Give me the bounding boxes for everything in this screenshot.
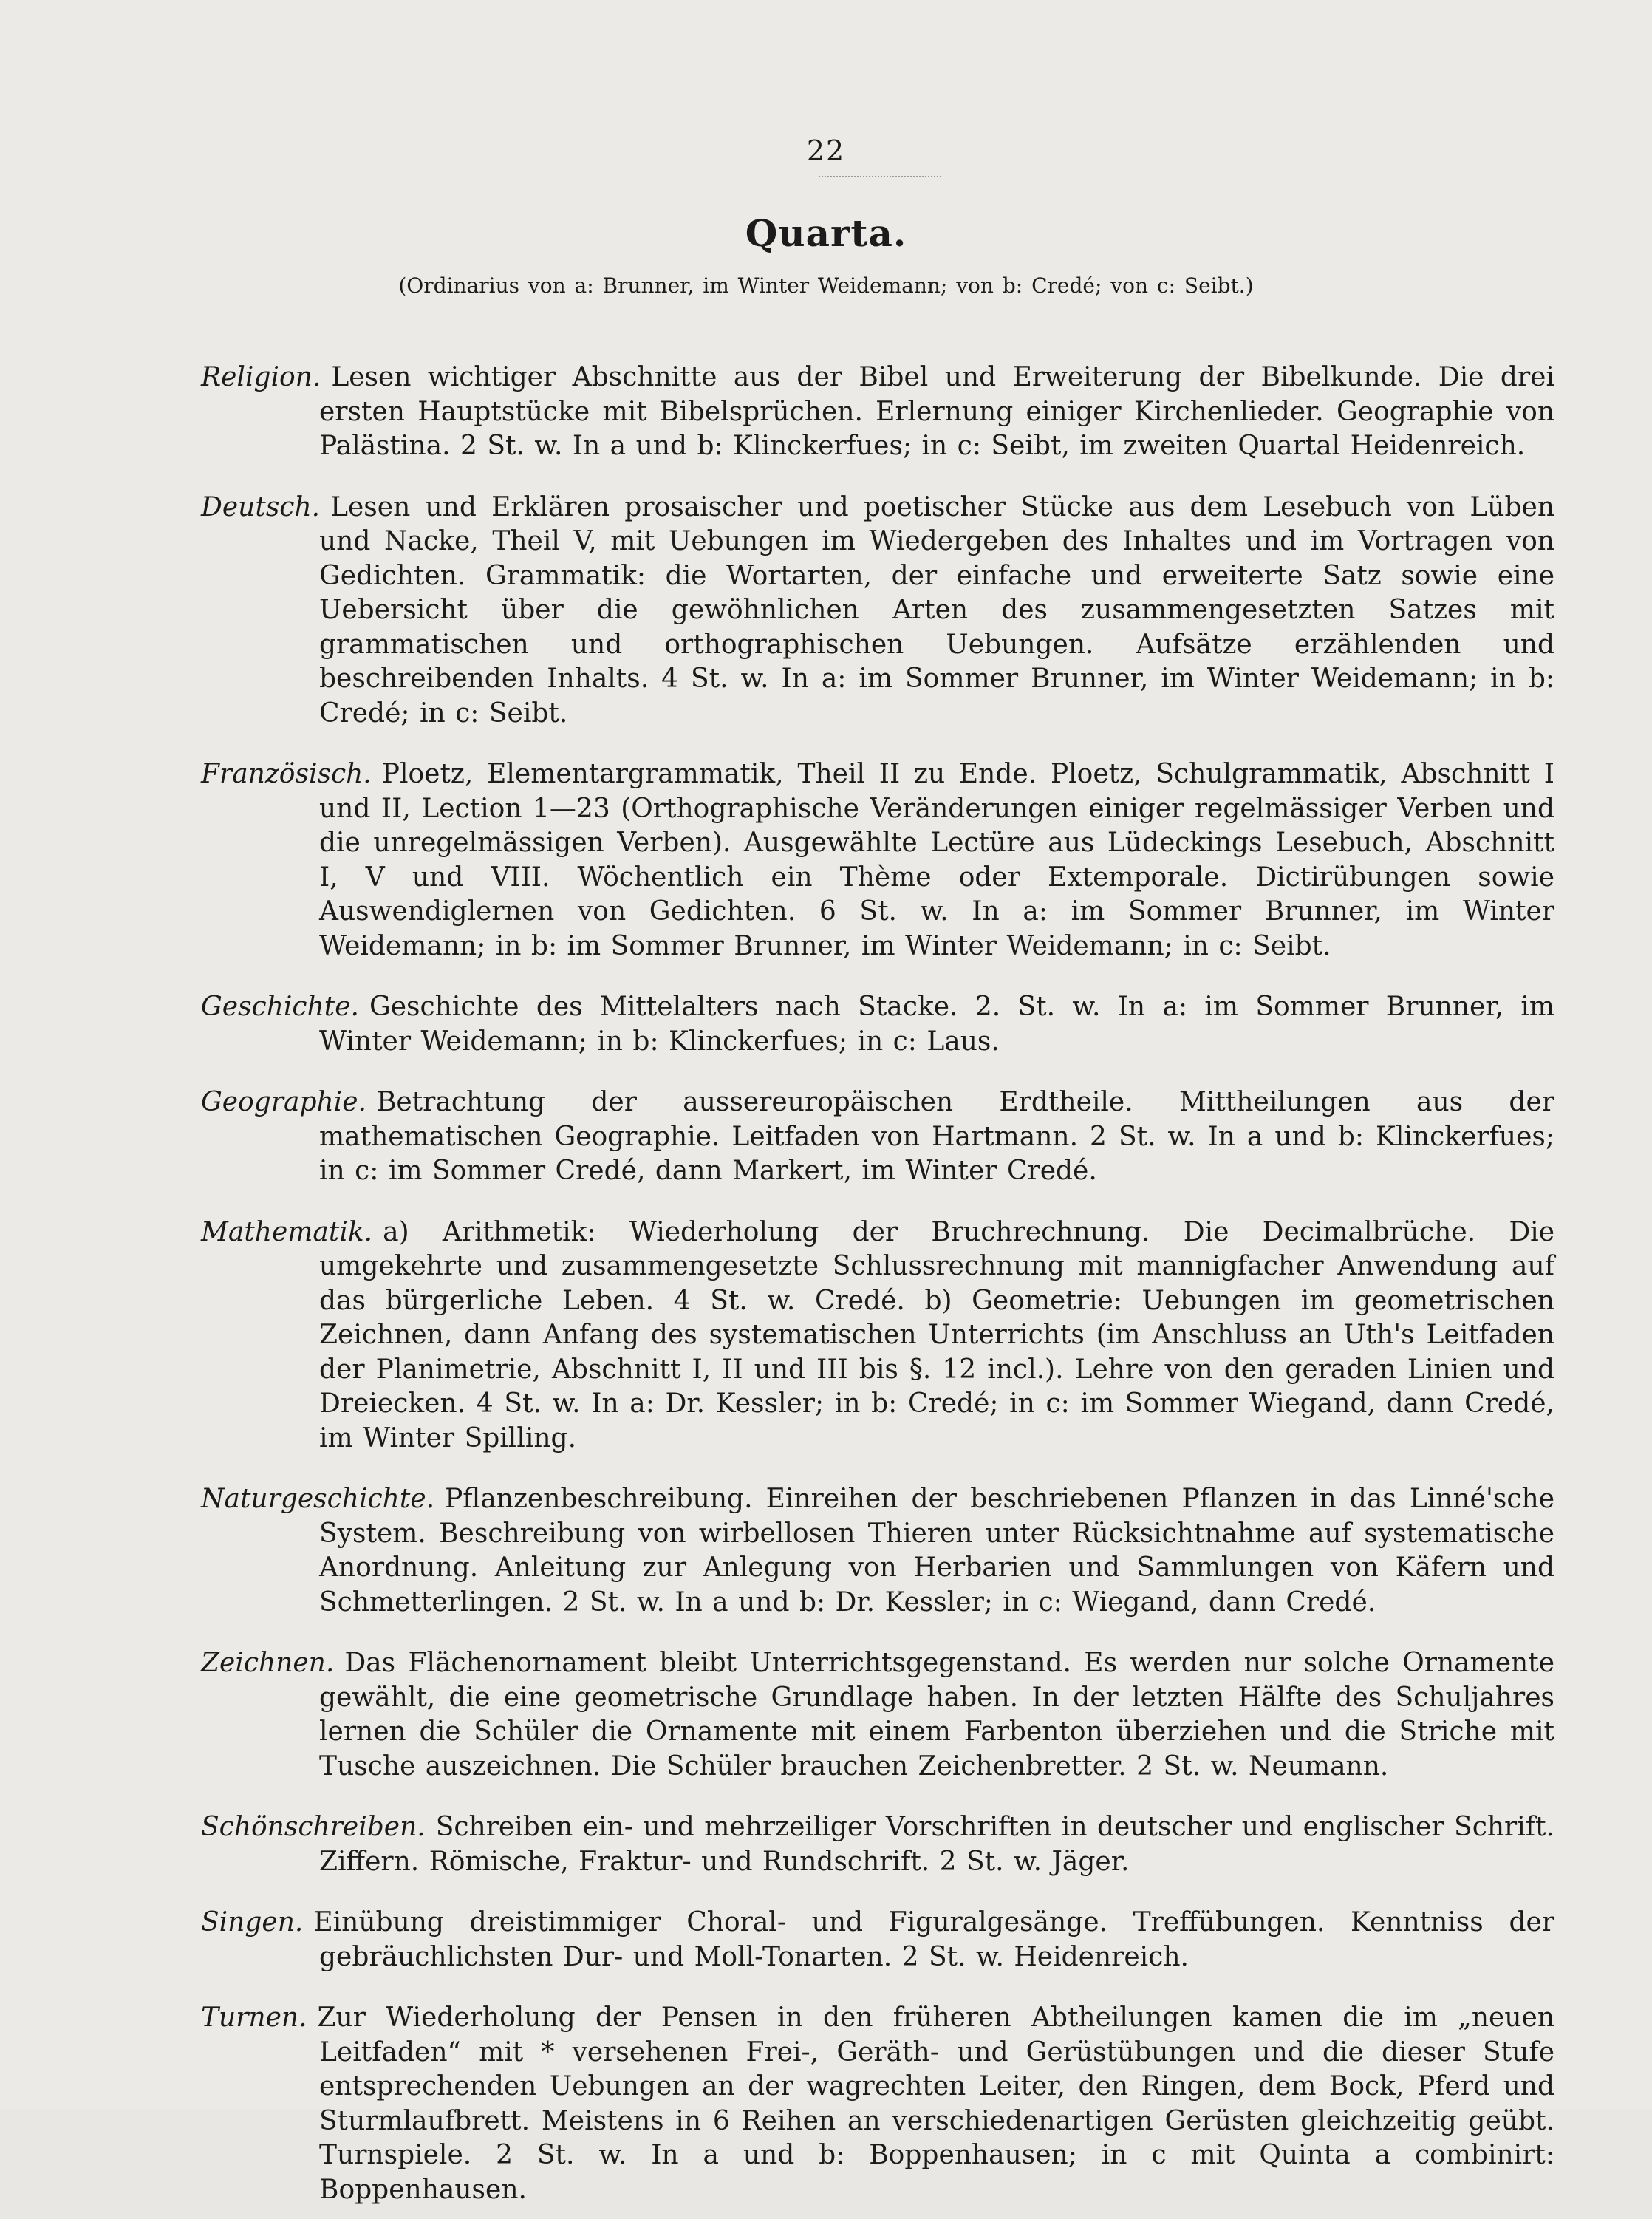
entry-mathematik — [201, 1216, 1554, 1456]
subject-text: Geschichte des Mittelalters nach Stacke. 2. St. w. In a: im Sommer Brunner, im Winter Weidemann; in b: Klinckerfues; in c: Laus. — [319, 992, 1554, 1057]
entry-geschichte — [201, 990, 1554, 1059]
subject-label: Naturgeschichte. — [201, 1484, 435, 1514]
subject-label: Französisch. — [201, 759, 372, 789]
entry-singen — [201, 1906, 1554, 1974]
subject-text: a) Arithmetik: Wiederholung der Bruchrechnung. Die Decimalbrüche. Die umgekehrte und zusammengesetzte Schlussrechnung mit mannigfacher Anwendung auf das bürgerliche Leben. 4 St. w. Credé. b) Geometrie: Uebungen im geometrischen Zeichnen, dann Anfang des systematischen Unterrichts (im Anschluss an Uth's Leitfaden der Planimetrie, Abschnitt I, II und III bis §. 12 incl.). Lehre von den geraden Linien und Dreiecken. 4 St. w. In a: Dr. Kessler; in b: Credé; in c: im Sommer Wiegand, dann Credé, im Winter Spilling. — [319, 1216, 1554, 1453]
subject-label: Zeichnen. — [201, 1648, 335, 1678]
subject-label: Singen. — [201, 1907, 304, 1937]
subject-text: Das Flächenornament bleibt Unterrichtsgegenstand. Es werden nur solche Ornamente gewählt, die eine geometrische Grundlage haben. In der letzten Hälfte des Schuljahres lernen die Schüler die Ornamente mit einem Farbenton überziehen und die Striche mit Tusche auszeichnen. Die Schüler brauchen Zeichenbretter. 2 St. w. Neumann. — [319, 1648, 1554, 1782]
entry-deutsch — [201, 491, 1554, 732]
entry-turnen — [201, 2001, 1554, 2207]
subject-text: Betrachtung der aussereuropäischen Erdtheile. Mittheilungen aus der mathematischen Geographie. Leitfaden von Hartmann. 2 St. w. In a und b: Klinckerfues; in c: im Sommer Credé, dann Markert, im Winter Credé. — [319, 1087, 1554, 1186]
ornamental-rule — [819, 176, 941, 177]
subject-text: Pflanzenbeschreibung. Einreihen der beschriebenen Pflanzen in das Linné'sche System. Beschreibung von wirbellosen Thieren unter Rücksichtnahme auf systematische Anordnung. Anleitung zur Anlegung von Herbarien und Sammlungen von Käfern und Schmetterlingen. 2 St. w. In a und b: Dr. Kessler; in c: Wiegand, dann Credé. — [319, 1484, 1554, 1618]
ordinarius-line: (Ordinarius von a: Brunner, im Winter Weidemann; von b: Credé; von c: Seibt.) — [398, 273, 1254, 298]
entry-geographie — [201, 1085, 1554, 1189]
entry-zeichnen — [201, 1646, 1554, 1784]
subject-text: Lesen und Erklären prosaischer und poetischer Stücke aus dem Lesebuch von Lüben und Nacke, Theil V, mit Uebungen im Wiedergeben des Inhaltes und im Vortragen von Gedichten. Grammatik: die Wortarten, der einfache und erweiterte Satz sowie eine Uebersicht über die gewöhnlichen Arten des zusammengesetzten Satzes mit grammatischen und orthographischen Uebungen. Aufsätze erzählenden und beschreibenden Inhalts. 4 St. w. In a: im Sommer Brunner, im Winter Weidemann; in b: Credé; in c: Seibt. — [319, 491, 1554, 729]
entry-schoenschreiben — [201, 1810, 1554, 1879]
entry-religion — [201, 361, 1554, 464]
subject-label: Deutsch. — [201, 491, 321, 522]
subject-label: Mathematik. — [201, 1216, 373, 1247]
subject-label: Turnen. — [201, 2002, 307, 2033]
subject-text: Zur Wiederholung der Pensen in den früheren Abtheilungen kamen die im „neuen Leitfaden“ mit * versehenen Frei-, Geräth- und Gerüstübungen und die dieser Stufe entsprechenden Uebungen an der wagrechten Leiter, den Ringen, dem Bock, Pferd und Sturmlaufbrett. Meistens in 6 Reihen an verschiedenartigen Gerüsten gleichzeitig geübt. Turnspiele. 2 St. w. In a und b: Boppenhausen; in c mit Quinta a combinirt: Boppenhausen. — [317, 2002, 1554, 2205]
subject-text: Einübung dreistimmiger Choral- und Figuralgesänge. Treffübungen. Kenntniss der gebräuchlichsten Dur- und Moll-Tonarten. 2 St. w. Heidenreich. — [313, 1907, 1554, 1972]
entry-naturgeschichte — [201, 1482, 1554, 1620]
subject-label: Religion. — [201, 362, 321, 392]
subject-text: Ploetz, Elementargrammatik, Theil II zu Ende. Ploetz, Schulgrammatik, Abschnitt I und II, Lection 1—23 (Orthographische Veränderungen einiger regelmässiger Verben und die unregelmässigen Verben). Ausgewählte Lectüre aus Lüdeckings Lesebuch, Abschnitt I, V und VIII. Wöchentlich ein Thème oder Extemporale. Dictirübungen sowie Auswendiglernen von Gedichten. 6 St. w. In a: im Sommer Brunner, im Winter Weidemann; in b: im Sommer Brunner, im Winter Weidemann; in c: Seibt. — [319, 759, 1554, 961]
subject-label: Geschichte. — [201, 992, 359, 1022]
subject-text: Lesen wichtiger Abschnitte aus der Bibel und Erweiterung der Bibelkunde. Die drei ersten Hauptstücke mit Bibelsprüchen. Erlernung einiger Kirchenlieder. Geographie von Palästina. 2 St. w. In a und b: Klinckerfues; in c: Seibt, im zweiten Quartal Heidenreich. — [319, 362, 1554, 461]
subject-text: Schreiben ein- und mehrzeiliger Vorschriften in deutscher und englischer Schrift. Ziffern. Römische, Fraktur- und Rundschrift. 2 St. w. Jäger. — [319, 1812, 1554, 1877]
subject-list — [201, 334, 1554, 2219]
section-heading: Quarta. — [745, 211, 907, 255]
page-number: 22 — [806, 134, 846, 167]
subject-label: Schönschreiben. — [201, 1812, 426, 1842]
subject-label: Geographie. — [201, 1087, 366, 1117]
entry-franzoesisch — [201, 757, 1554, 964]
